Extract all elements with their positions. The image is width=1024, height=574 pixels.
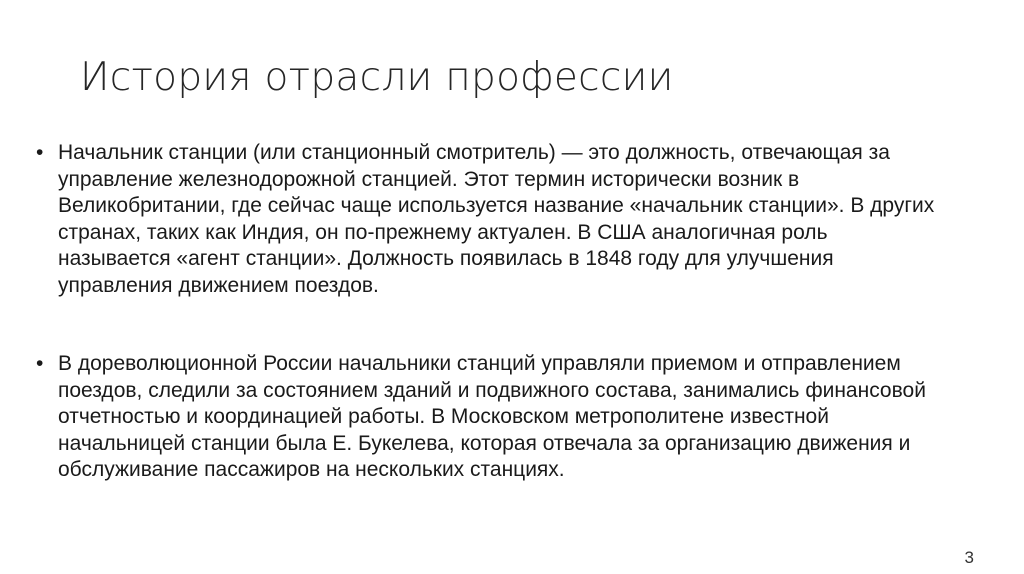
bullet-text: В дореволюционной России начальники станций управляли приемом и отправлением поездов, следили за состоянием зданий и подвижного состава, занимались финансовой отчетностью и координацией работы. В Московском метрополитене известной начальницей станции была Е. Букелева, которая отвечала за организацию движения и обслуживание пассажиров на нескольких станциях.: [58, 352, 926, 481]
bullet-text: Начальник станции (или станционный смотритель) — это должность, отвечающая за управление железнодорожной станцией. Этот термин исторически возник в Великобритании, где сейчас чаще используется название «начальник станции». В других странах, таких как Индия, он по-прежнему актуален. В США аналогичная роль называется «агент станции». Должность появилась в 1848 году для улучшения управления движением поездов.: [58, 141, 935, 297]
bullet-marker: •: [36, 141, 44, 164]
bullet-list: [36, 140, 936, 484]
bullet-marker: •: [36, 352, 44, 375]
bullet-item: [36, 140, 936, 299]
page-number: 3: [964, 548, 974, 567]
slide-title: История отрасли профессии: [80, 55, 674, 100]
bullet-item: [36, 351, 936, 484]
